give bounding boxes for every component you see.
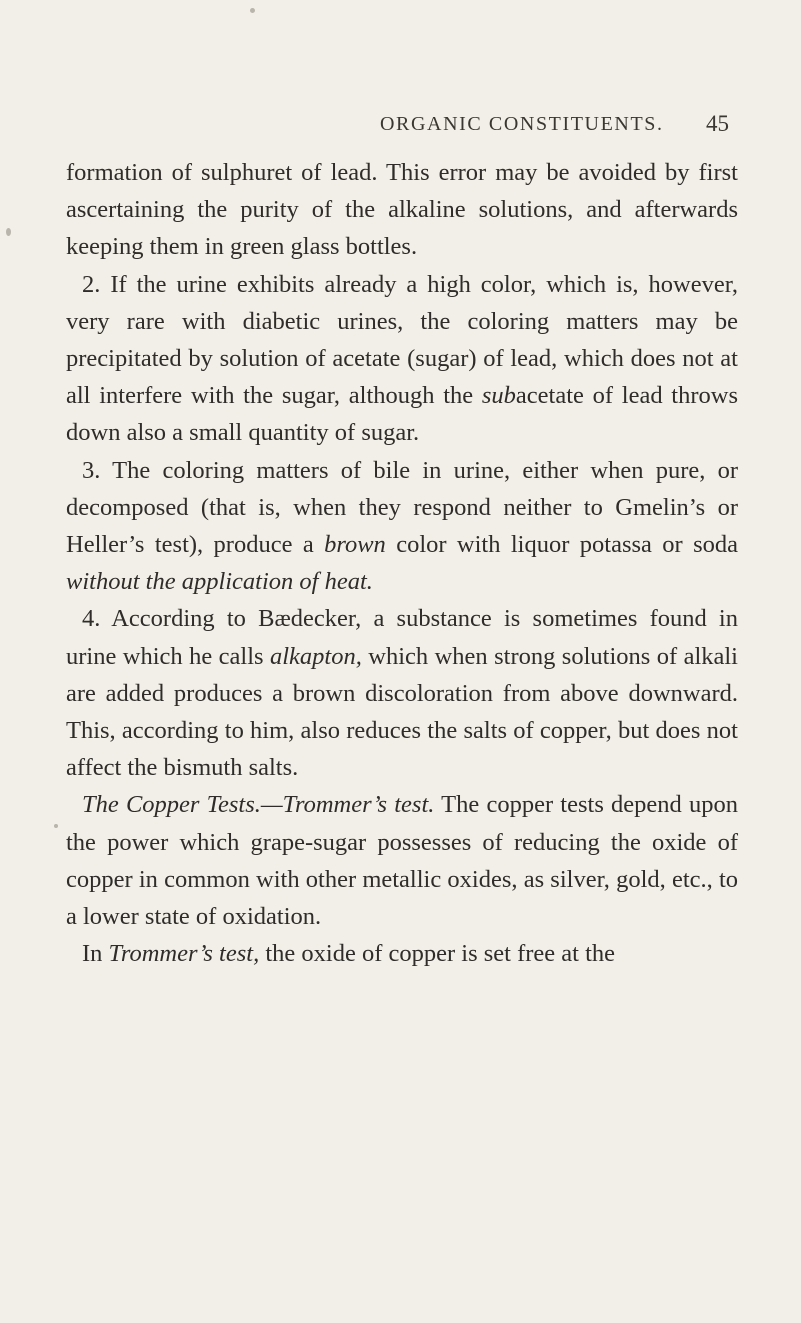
paragraph-1 bbox=[66, 154, 738, 266]
paragraph-6 bbox=[66, 935, 738, 972]
paper-speck bbox=[250, 8, 255, 13]
paragraph-5-text: The copper tests depend upon the power which grape-sugar possesses of reducing the oxide of copper in common with other metallic oxides, as silver, gold, etc., to a lower state of oxidation. bbox=[66, 791, 738, 931]
page-number: 45 bbox=[706, 111, 729, 136]
paragraph-6-italic-trommer: Trommer’s test, bbox=[108, 940, 260, 968]
paragraph-4-text-a: 4. According to Bædecker, a substance is sometimes found in urine which he calls bbox=[66, 605, 738, 670]
paragraph-3-text-b: color with liquor potassa or soda bbox=[385, 531, 738, 559]
paragraph-6-text-b: the oxide of copper is set free at the bbox=[259, 940, 616, 968]
page-header bbox=[0, 113, 801, 143]
paragraph-2-italic-sub: sub bbox=[481, 382, 516, 410]
paragraph-4 bbox=[66, 600, 738, 786]
paragraph-3 bbox=[66, 452, 738, 601]
paragraph-2 bbox=[66, 266, 738, 452]
paragraph-6-text-a: In bbox=[82, 940, 109, 968]
paragraph-3-italic-heat: without the application of heat. bbox=[66, 568, 373, 596]
paragraph-3-text-a: 3. The coloring matters of bile in urine, either when pure, or decomposed (that is, when they respond neither to Gmelin’s or Heller’s test), produce a bbox=[66, 456, 738, 559]
paragraph-1-text: formation of sulphuret of lead. This error may be avoided by first ascertaining the purity of the alkaline solutions, and afterwards keeping them in green glass bottles. bbox=[66, 159, 738, 261]
paragraph-5-italic-heading: The Copper Tests.—Trommer’s test. bbox=[82, 791, 435, 819]
paragraph-2-text-a: 2. If the urine exhibits already a high color, which is, however, very rare with diabetic urines, the coloring matters may be precipitated by solution of acetate (sugar) of lead, which does not at all interfere with the sugar, although the bbox=[66, 270, 738, 410]
paragraph-4-italic-alkapton: alkapton, bbox=[269, 642, 362, 670]
running-title: ORGANIC CONSTITUENTS. bbox=[380, 113, 664, 135]
paragraph-5 bbox=[66, 786, 738, 935]
paragraph-2-text-b: acetate of lead throws down also a small quantity of sugar. bbox=[66, 382, 738, 447]
paragraph-4-text-b: which when strong solutions of alkali are added produces a brown discoloration from above downward. This, according to him, also reduces the salts of copper, but does not affect the bismuth salts. bbox=[66, 642, 738, 782]
paragraph-3-italic-brown: brown bbox=[324, 531, 386, 559]
paper-speck bbox=[54, 824, 58, 828]
body-text bbox=[66, 154, 738, 972]
paper-speck bbox=[6, 228, 11, 236]
